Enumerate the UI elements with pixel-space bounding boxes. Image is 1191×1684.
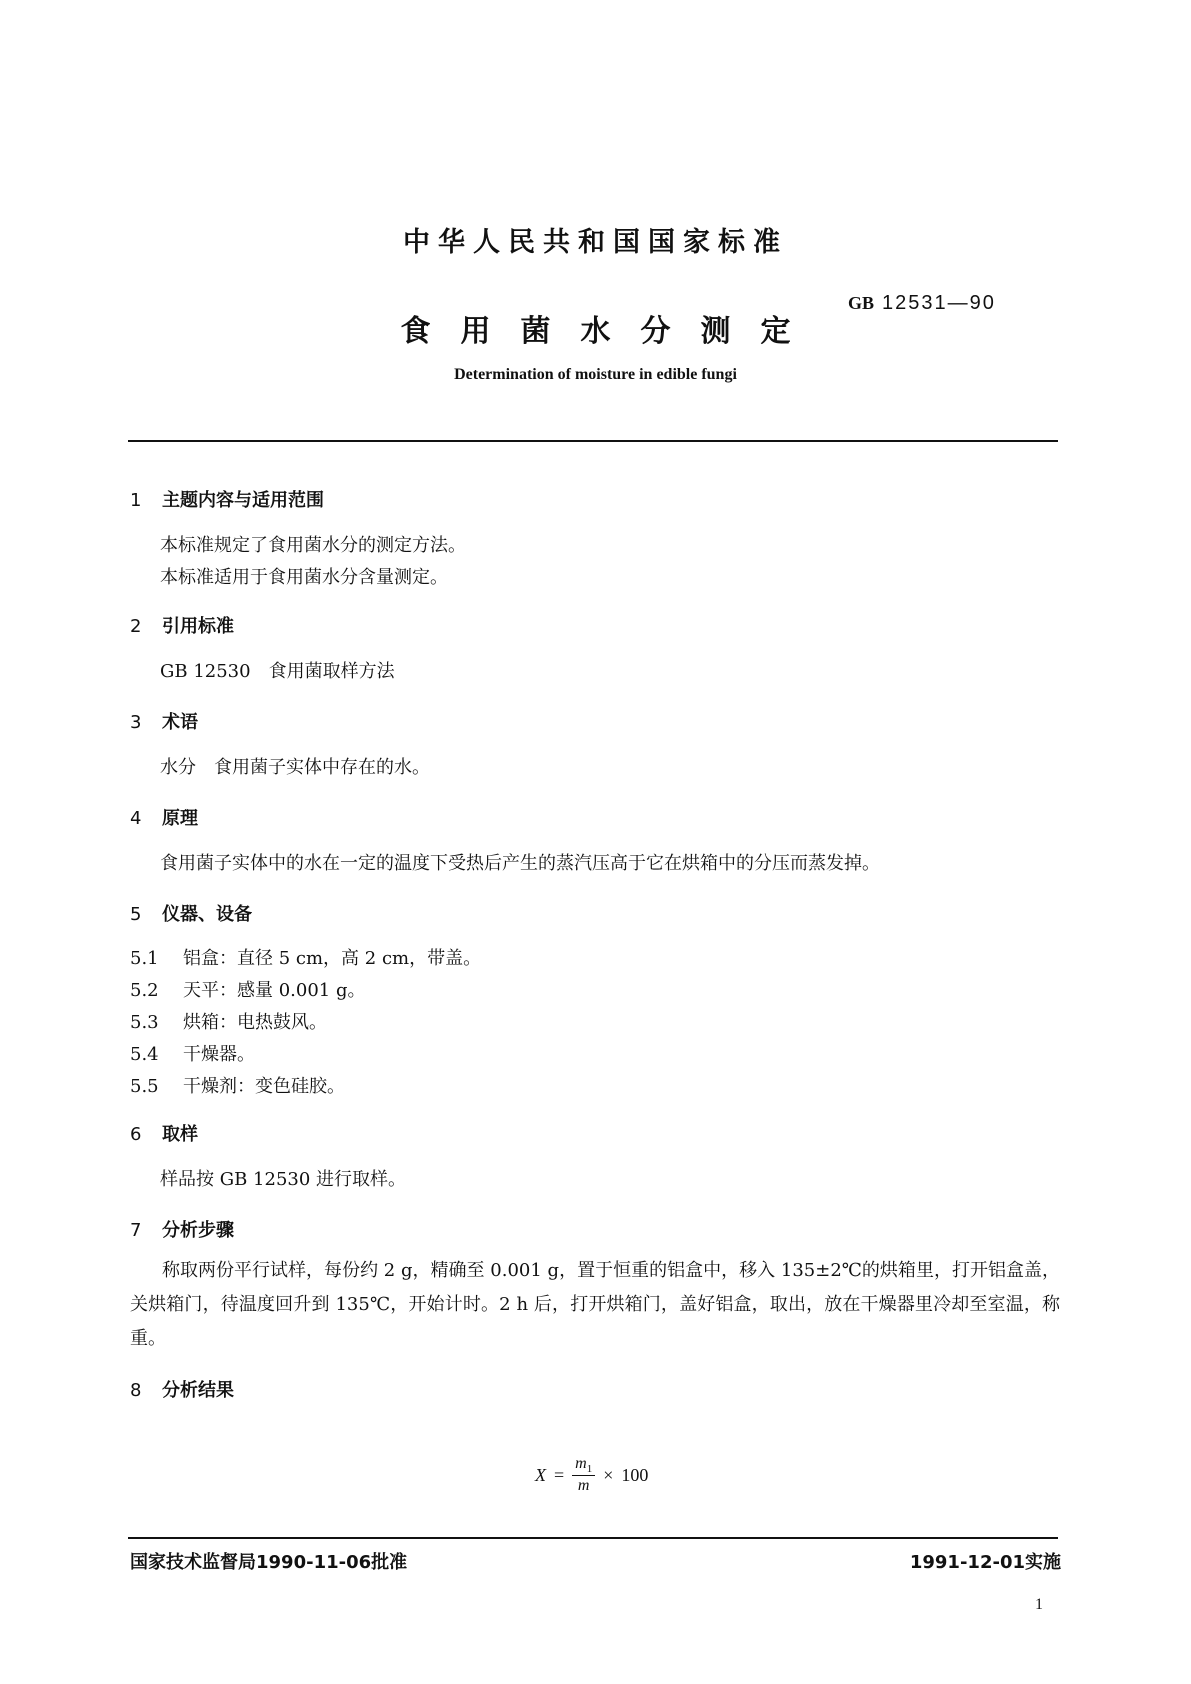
section-1-para-2: 本标准适用于食用菌水分含量测定。 [160, 567, 448, 588]
subitem-text: 烘箱：电热鼓风。 [183, 1012, 327, 1033]
implementation-date: 1991-12-01实施 [909, 1552, 1061, 1573]
section-1-para-1: 本标准规定了食用菌水分的测定方法。 [160, 535, 466, 556]
section-4-para-1: 食用菌子实体中的水在一定的温度下受热后产生的蒸汽压高于它在烘箱中的分压而蒸发掉。 [160, 853, 880, 874]
numerator-subscript: 1 [586, 1463, 593, 1476]
subitem-text: 干燥器。 [183, 1044, 255, 1065]
section-title: 分析结果 [162, 1380, 234, 1401]
section-number: 3 [130, 712, 142, 733]
document-title: 食用菌水分测定 [400, 314, 821, 349]
section-number: 5 [130, 904, 142, 925]
section-number: 8 [130, 1380, 142, 1401]
standard-code: 12531—90 [882, 292, 996, 314]
approval-line: 国家技术监督局1990-11-06批准 [130, 1552, 408, 1573]
section-title: 原理 [162, 808, 198, 829]
subitem-5-1 [130, 944, 481, 970]
subitem-number: 5.1 [130, 948, 159, 969]
formula-fraction [572, 1455, 595, 1495]
subitem-number: 5.2 [130, 980, 159, 1001]
formula-denominator: m [577, 1477, 590, 1495]
formula-lhs: X [535, 1464, 546, 1485]
section-title: 主题内容与适用范围 [162, 490, 324, 511]
subitem-5-5 [130, 1072, 345, 1098]
section-3-heading [130, 708, 198, 734]
formula-numerator [572, 1455, 595, 1476]
section-4-heading [130, 804, 198, 830]
subitem-text: 天平：感量 0.001 g。 [183, 980, 366, 1001]
section-7-para-1: 称取两份平行试样，每份约 2 g，精确至 0.001 g，置于恒重的铝盒中，移入 135±2℃的烘箱里，打开铝盒盖，关烘箱门，待温度回升到 135℃，开始计时。2 h 后，打开烘箱门，盖好铝盒，取出，放在干燥器里冷却至室温，称重。 [130, 1260, 1060, 1349]
section-8-heading [130, 1376, 234, 1402]
section-1-heading [130, 486, 324, 512]
section-number: 7 [130, 1220, 142, 1241]
section-title: 引用标准 [162, 616, 234, 637]
section-title: 仪器、设备 [162, 904, 252, 925]
national-standard-title: 中华人民共和国国家标准 [403, 227, 788, 258]
subitem-5-4 [130, 1040, 255, 1066]
moisture-formula [535, 1455, 648, 1495]
section-number: 2 [130, 616, 142, 637]
section-6-heading [130, 1120, 198, 1146]
section-title: 分析步骤 [162, 1220, 234, 1241]
section-6-para-1: 样品按 GB 12530 进行取样。 [160, 1169, 407, 1190]
subitem-number: 5.5 [130, 1076, 159, 1097]
formula-times: × [603, 1464, 614, 1485]
section-2-heading [130, 612, 234, 638]
section-number: 6 [130, 1124, 142, 1145]
standard-prefix: GB [848, 293, 875, 313]
subitem-5-2 [130, 976, 366, 1002]
section-number: 1 [130, 490, 142, 511]
formula-equals: = [554, 1464, 565, 1485]
formula-factor: 100 [621, 1464, 649, 1485]
bottom-divider [128, 1537, 1058, 1539]
page-number: 1 [1035, 1596, 1043, 1613]
section-5-heading [130, 900, 252, 926]
section-3-para-1: 水分 食用菌子实体中存在的水。 [160, 757, 430, 778]
section-2-para-1: GB 12530 食用菌取样方法 [160, 661, 395, 682]
top-divider [128, 440, 1058, 442]
section-number: 4 [130, 808, 142, 829]
subitem-5-3 [130, 1008, 327, 1034]
numerator-var: m [575, 1455, 587, 1472]
subitem-text: 铝盒：直径 5 cm，高 2 cm，带盖。 [183, 948, 482, 969]
section-title: 术语 [162, 712, 198, 733]
subitem-number: 5.4 [130, 1044, 159, 1065]
section-7-heading [130, 1216, 234, 1242]
subitem-text: 干燥剂：变色硅胶。 [183, 1076, 345, 1097]
section-title: 取样 [162, 1124, 198, 1145]
english-title: Determination of moisture in edible fungi [454, 366, 737, 383]
subitem-number: 5.3 [130, 1012, 159, 1033]
